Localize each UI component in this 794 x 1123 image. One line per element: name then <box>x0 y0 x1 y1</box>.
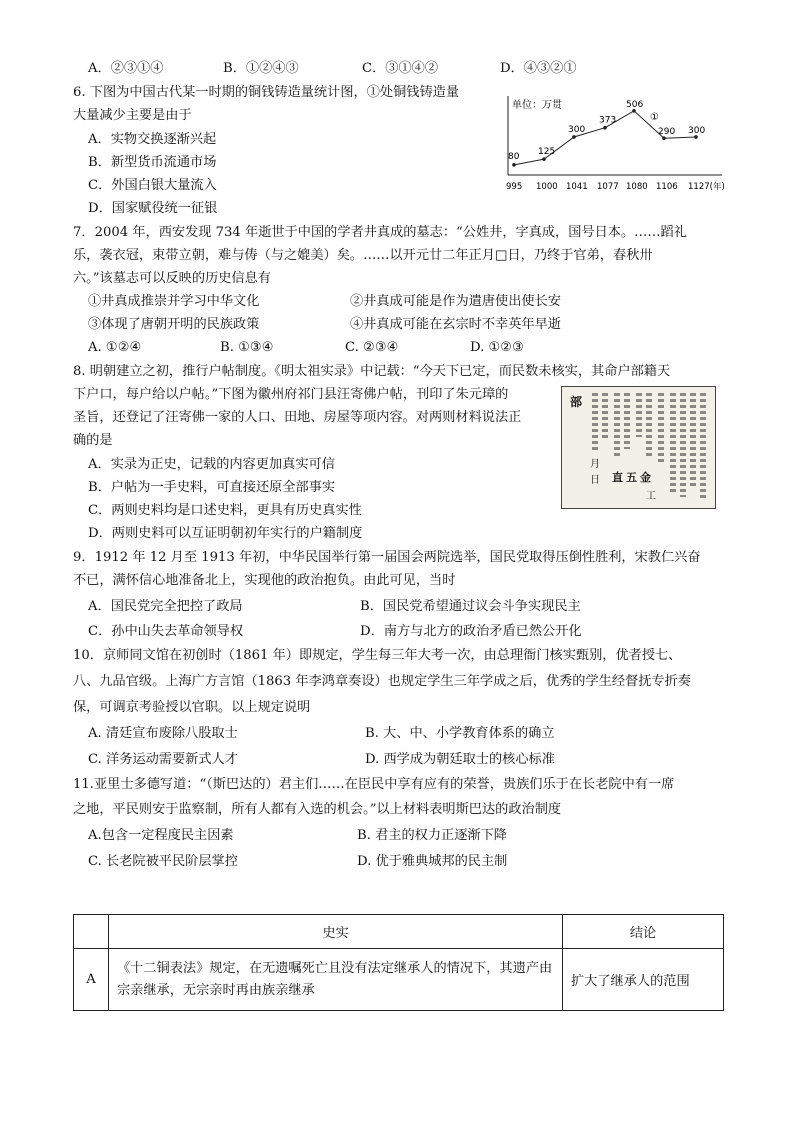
table-row <box>74 949 724 1011</box>
table-row-conclusion: 扩大了继承人的范围 <box>563 949 724 1011</box>
q9-option-a: A．国民党完全把控了政局 <box>88 599 243 614</box>
q6-option-a: A．实物交换逐渐兴起 <box>88 132 217 147</box>
data-label: 300 <box>568 124 586 135</box>
doc-char-3: 日 <box>590 475 600 486</box>
q7-option-d: D. ①②③ <box>470 340 524 355</box>
q11-stem-cont: 之地，平民则安于监察制，所有人都有入选的机会。”以上材料表明斯巴达的政治制度 <box>73 802 562 817</box>
q5-option-c: C．③①④② <box>362 61 439 76</box>
q10-option-a: A. 清廷宣布废除八股取士 <box>88 726 238 741</box>
data-point <box>542 157 546 161</box>
x-tick-label: 1000 <box>536 182 558 192</box>
table-header-fact: 史实 <box>109 915 563 949</box>
table-row-label: A <box>74 949 109 1011</box>
q5-option-a: A．②③①④ <box>88 61 164 76</box>
data-point <box>603 126 607 130</box>
q11-option-b: B. 君主的权力正逐渐下降 <box>357 828 507 843</box>
x-tick-label: 995 <box>506 182 523 192</box>
table-header-row <box>74 915 724 949</box>
q6-option-c: C．外国白银大量流入 <box>88 178 217 193</box>
x-tick-label: 1041 <box>566 182 588 192</box>
q8-option-c: C．两则史料均是口述史料，更具有历史真实性 <box>88 503 362 518</box>
table-header-blank <box>74 915 109 949</box>
q9-option-d: D．南方与北方的政治矛盾已然公开化 <box>360 624 582 639</box>
q10-stem-cont: 八、九品官级。上海广方言馆（1863 年李鸿章奏设）也规定学生三年学成之后，优秀的学生经督抚专折奏 <box>73 674 691 689</box>
q6-option-d: D．国家赋役统一征银 <box>88 201 218 216</box>
q9-stem-cont: 不已，满怀信心地准备北上，实现他的政治抱负。由此可见，当时 <box>73 573 456 588</box>
q7-item-4: ④井真成可能在玄宗时不幸英年早逝 <box>350 317 561 332</box>
chart-unit-label: 单位：万贯 <box>512 100 562 111</box>
q6-stem-cont: 大量减少主要是由于 <box>73 108 192 123</box>
q10-option-c: C. 洋务运动需要新式人才 <box>88 752 238 767</box>
data-label: 80 <box>508 151 520 162</box>
q7-stem-end: 六。”该墓志可以反映的历史信息有 <box>73 271 271 286</box>
chart-annotation: ① <box>650 112 659 123</box>
doc-char-2: 月 <box>590 459 600 470</box>
q9-option-b: B．国民党希望通过议会斗争实现民主 <box>360 599 581 614</box>
q10-option-d: D. 西学成为朝廷取士的核心标准 <box>365 752 555 767</box>
doc-char-7: 工 <box>646 491 656 502</box>
data-point <box>512 163 516 167</box>
q11-option-d: D. 优于雅典城邦的民主制 <box>357 854 508 869</box>
household-register-image <box>561 386 716 509</box>
doc-char-5: 五 <box>626 471 637 484</box>
q8-stem-end: 确的是 <box>73 433 113 448</box>
q10-stem: 10．京师同文馆在初创时（1861 年）即规定，学生每三年大考一次，由总理衙门核实甄别，优者授七、 <box>73 648 682 663</box>
data-label: 300 <box>688 125 706 136</box>
q5-option-d: D．④③②① <box>500 61 577 76</box>
q8-option-b: B．户帖为一手史料，可直接还原全部事实 <box>88 480 336 495</box>
x-tick-label: 1080 <box>626 182 648 192</box>
doc-char-6: 金 <box>640 471 651 484</box>
table-row-fact: 《十二铜表法》规定，在无遗嘱死亡且没有法定继承人的情况下，其遗产由宗亲继承，无宗亲时再由族亲继承 <box>109 949 563 1011</box>
q11-option-c: C. 长老院被平民阶层掌控 <box>88 854 238 869</box>
x-tick-label: 1106 <box>656 182 678 192</box>
q9-stem: 9．1912 年 12 月至 1913 年初，中华民国举行第一届国会两院选举，国民党取得压倒性胜利，宋教仁兴奋 <box>73 550 701 565</box>
q7-item-1: ①井真成推崇并学习中华文化 <box>88 294 260 309</box>
q8-stem-cont2: 圣旨，还登记了汪寄佛一家的人口、田地、房屋等项内容。对两则材料说法正 <box>73 410 522 425</box>
x-tick-label: 1077 <box>597 182 619 192</box>
table-header-conclusion: 结论 <box>563 915 724 949</box>
q8-stem-cont: 下户口，每户给以户帖。”下图为徽州府祁门县汪寄佛户帖，刊印了朱元璋的 <box>73 387 509 402</box>
q11-option-a: A.包含一定程度民主因素 <box>88 828 234 843</box>
q7-item-3: ③体现了唐朝开明的民族政策 <box>88 317 260 332</box>
q7-item-2: ②井真成可能是作为遣唐使出使长安 <box>350 294 561 309</box>
q8-option-d: D．两则史料可以互证明朝初年实行的户籍制度 <box>88 526 363 541</box>
q6-option-b: B．新型货币流通市场 <box>88 155 217 170</box>
data-label: 290 <box>658 127 676 138</box>
data-label: 373 <box>599 115 617 126</box>
q9-option-c: C．孙中山失去革命领导权 <box>88 624 244 639</box>
q7-option-a: A. ①②④ <box>88 340 142 355</box>
q10-option-b: B. 大、中、小学教育体系的确立 <box>365 726 555 741</box>
q11-stem: 11.亚里士多德写道：“（斯巴达的）君主们……在臣民中享有应有的荣誉，贵族们乐于在长老院中有一席 <box>73 777 675 792</box>
doc-char-4: 直 <box>612 471 623 484</box>
coin-casting-chart <box>500 92 730 196</box>
q7-stem-cont: 乐，袭衣冠，束带立朝，难与俦（与之媲美）矣。……以开元廿二年正月□日，乃终于官弟，春秋卅 <box>73 248 653 263</box>
data-label: 506 <box>626 99 644 110</box>
q8-option-a: A．实录为正史，记载的内容更加真实可信 <box>88 457 335 472</box>
x-tick-label: 1127(年) <box>688 182 725 192</box>
q7-option-b: B. ①③④ <box>220 340 274 355</box>
q8-stem: 8. 明朝建立之初，推行户帖制度。《明太祖实录》中记载：“今天下已定，而民数未核实，其命户部籍天 <box>73 364 671 379</box>
doc-char-1: 部 <box>570 395 583 409</box>
fact-conclusion-table <box>73 914 724 1011</box>
data-point <box>572 135 576 139</box>
q10-stem-end: 保，可调京考验授以官职。以上规定说明 <box>73 700 311 715</box>
q5-option-b: B．①②④③ <box>223 61 299 76</box>
q7-option-c: C. ②③④ <box>345 340 399 355</box>
data-label: 125 <box>538 147 556 158</box>
q7-stem: 7．2004 年，西安发现 734 年逝世于中国的学者井真成的墓志：“公姓井，字真成，国号日本。……蹈礼 <box>73 225 687 240</box>
q6-stem: 6. 下图为中国古代某一时期的铜钱铸造量统计图，①处铜钱铸造量 <box>73 85 460 100</box>
